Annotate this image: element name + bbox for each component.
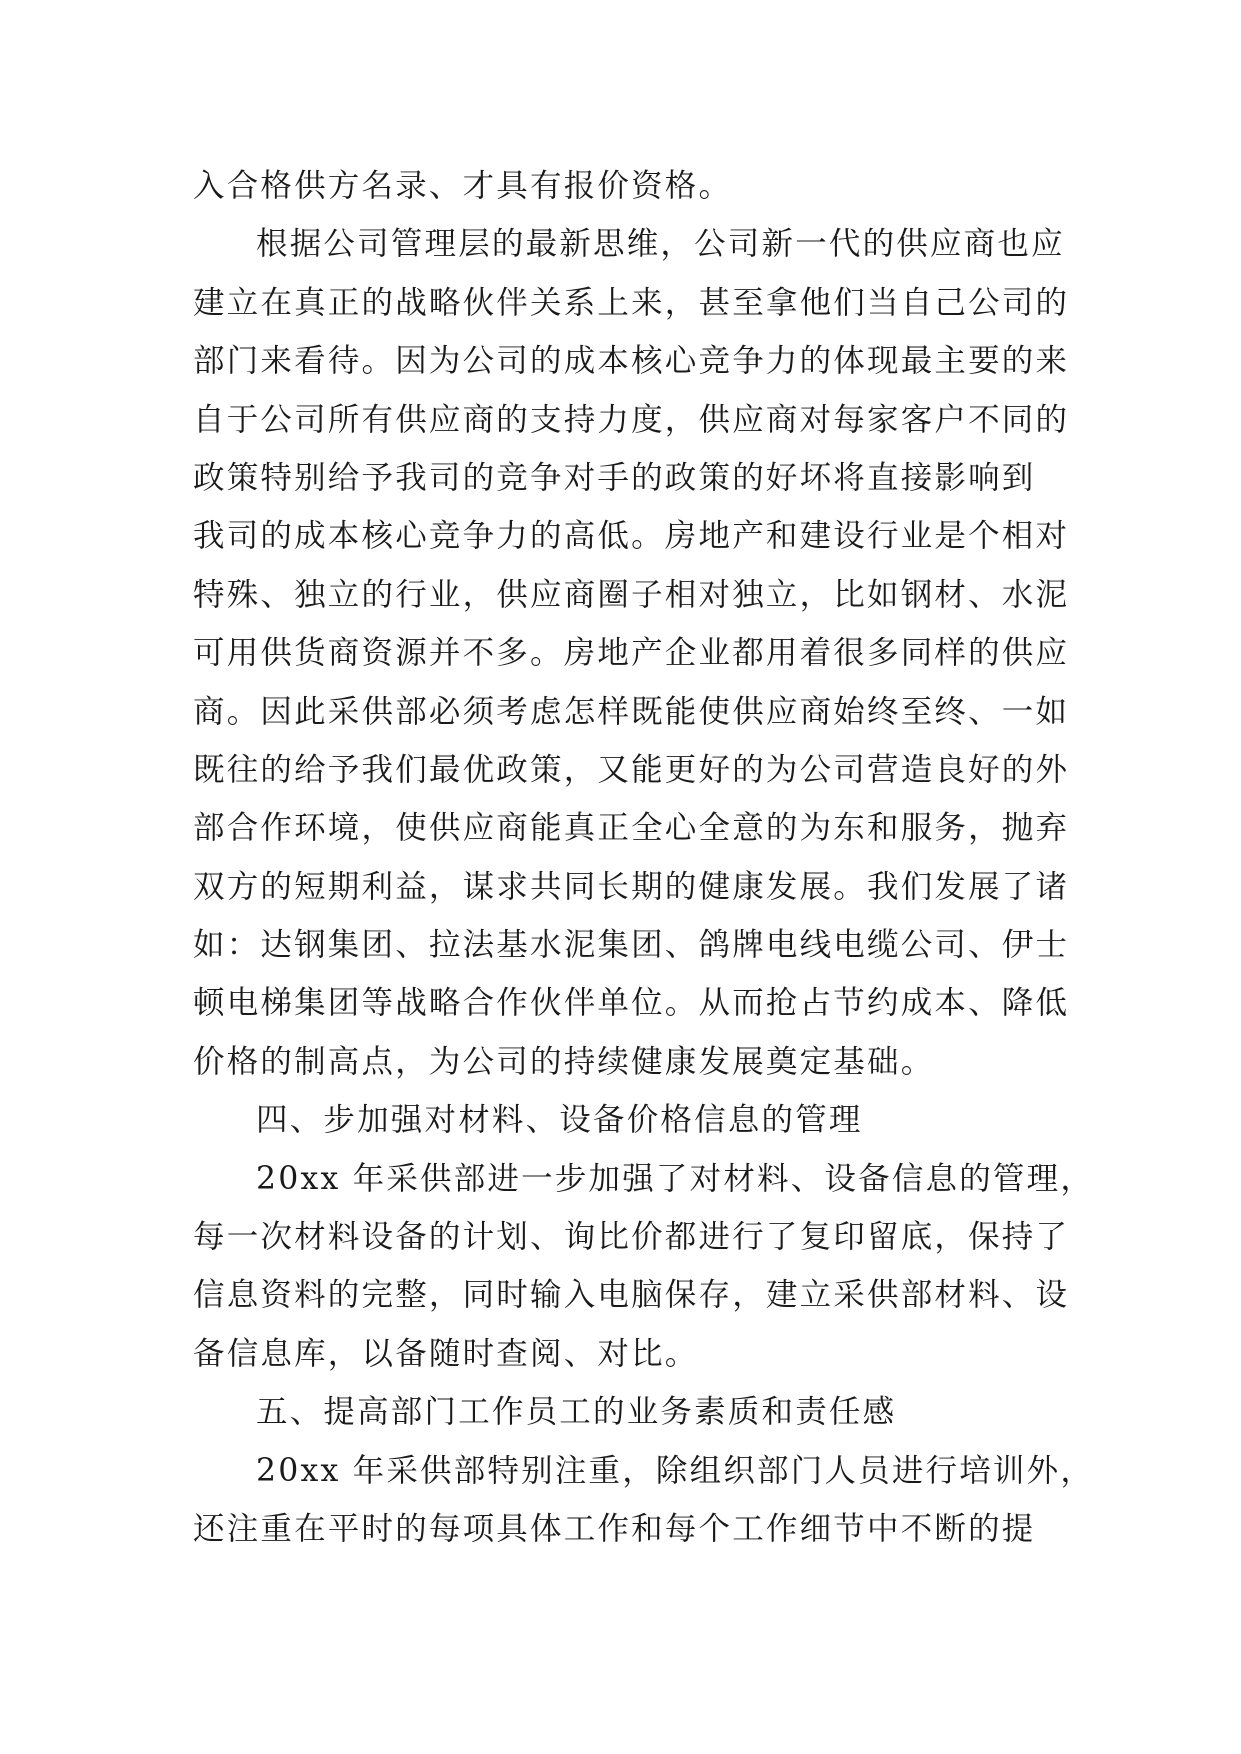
- section-heading: 四、步加强对材料、设备价格信息的管理: [256, 1102, 863, 1139]
- text-line: 既往的给予我们最优政策，又能更好的为公司营造良好的外: [193, 751, 1070, 788]
- text-line: 部合作环境，使供应商能真正全心全意的为东和服务，抛弃: [193, 810, 1070, 847]
- text-line: 自于公司所有供应商的支持力度，供应商对每家客户不同的: [193, 401, 1070, 438]
- paragraph-first-line: 20xx 年采供部特别注重，除组织部门人员进行培训外，: [256, 1452, 1095, 1489]
- text-line: 我司的成本核心竞争力的高低。房地产和建设行业是个相对: [193, 518, 1070, 555]
- text-line: 政策特别给予我司的竞争对手的政策的好坏将直接影响到: [193, 459, 1036, 496]
- body-text: [193, 157, 1095, 1558]
- text-line: 如：达钢集团、拉法基水泥集团、鸽牌电线电缆公司、伊士: [193, 927, 1070, 964]
- paragraph-first-line: 20xx 年采供部进一步加强了对材料、设备信息的管理，: [256, 1160, 1095, 1197]
- text-line: 备信息库，以备随时查阅、对比。: [193, 1335, 699, 1372]
- text-line: 建立在真正的战略伙伴关系上来，甚至拿他们当自己公司的: [193, 284, 1070, 321]
- text-line: 商。因此采供部必须考虑怎样既能使供应商始终至终、一如: [193, 693, 1070, 730]
- text-line: 价格的制高点，为公司的持续健康发展奠定基础。: [193, 1043, 935, 1080]
- text-line: 双方的短期利益，谋求共同长期的健康发展。我们发展了诸: [193, 868, 1070, 905]
- paragraph-first-line: 根据公司管理层的最新思维，公司新一代的供应商也应: [256, 226, 1065, 263]
- text-line: 可用供货商资源并不多。房地产企业都用着很多同样的供应: [193, 635, 1070, 672]
- section-heading: 五、提高部门工作员工的业务素质和责任感: [256, 1394, 897, 1431]
- text-line: 特殊、独立的行业，供应商圈子相对独立，比如钢材、水泥: [193, 576, 1070, 613]
- text-line: 信息资料的完整，同时输入电脑保存，建立采供部材料、设: [193, 1277, 1070, 1314]
- text-line: 顿电梯集团等战略合作伙伴单位。从而抢占节约成本、降低: [193, 985, 1070, 1022]
- text-line: 还注重在平时的每项具体工作和每个工作细节中不断的提: [193, 1510, 1036, 1547]
- text-line: 部门来看待。因为公司的成本核心竞争力的体现最主要的来: [193, 343, 1070, 380]
- text-line: 入合格供方名录、才具有报价资格。: [193, 168, 733, 204]
- text-line: 每一次材料设备的计划、询比价都进行了复印留底，保持了: [193, 1219, 1070, 1256]
